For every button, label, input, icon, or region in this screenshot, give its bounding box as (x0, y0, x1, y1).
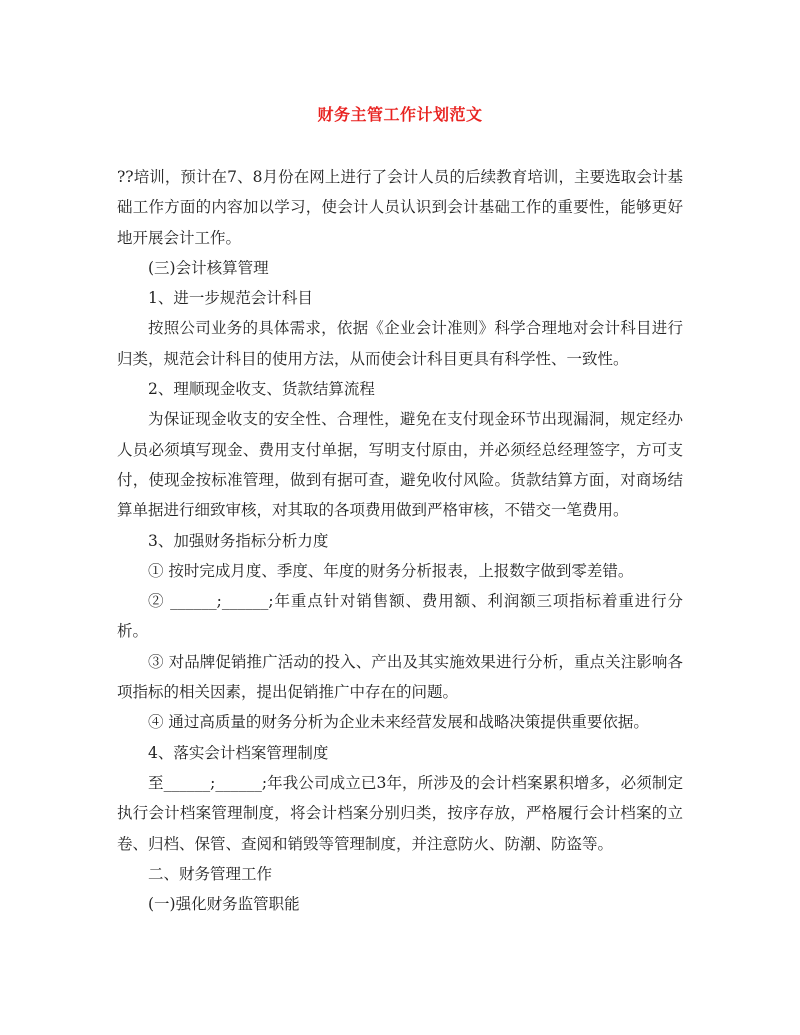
heading-standardize-accounts: 1、进一步规范会计科目 (148, 289, 313, 308)
document-body (117, 162, 683, 919)
heading-archive-management: 4、落实会计档案管理制度 (148, 743, 329, 762)
paragraph-archive-management: 至______;______;年我公司成立已3年，所涉及的会计档案累积增多，必须制定执行会计档案管理制度，将会计档案分别归类，按序存放，严格履行会计档案的立卷、归档、保管、查阅和销毁等管理制度，并注意防火、防潮、防盗等。 (117, 773, 683, 853)
list-item-analysis-2: ② ______;______;年重点针对销售额、费用额、利润额三项指标着重进行分析。 (117, 592, 683, 641)
heading-accounting-management: (三)会计核算管理 (148, 258, 269, 277)
paragraph-training: ??培训，预计在7、8月份在网上进行了会计人员的后续教育培训，主要选取会计基础工作方面的内容加以学习，使会计人员认识到会计基础工作的重要性，能够更好地开展会计工作。 (117, 168, 683, 247)
list-item-analysis-3: ③ 对品牌促销推广活动的投入、产出及其实施效果进行分析，重点关注影响各项指标的相关因素，提出促销推广中存在的问题。 (117, 652, 683, 702)
list-item-analysis-4: ④ 通过高质量的财务分析为企业未来经营发展和战略决策提供重要依据。 (148, 713, 649, 732)
heading-cash-settlement: 2、理顺现金收支、货款结算流程 (148, 380, 375, 399)
heading-financial-analysis: 3、加强财务指标分析力度 (148, 531, 329, 550)
list-item-analysis-1: ① 按时完成月度、季度、年度的财务分析报表，上报数字做到零差错。 (148, 561, 634, 580)
document-title: 财务主管工作计划范文 (317, 105, 483, 124)
heading-financial-management: 二、财务管理工作 (148, 864, 273, 883)
paragraph-cash-settlement: 为保证现金收支的安全性、合理性，避免在支付现金环节出现漏洞，规定经办人员必须填写现金、费用支付单据，写明支付原由，并必须经总经理签字，方可支付，使现金按标准管理，做到有据可查，避免收付风险。货款结算方面，对商场结算单据进行细致审核，对其取的各项费用做到严格审核，不错交一笔费用。 (117, 410, 683, 520)
heading-financial-supervision: (一)强化财务监管职能 (148, 895, 300, 914)
paragraph-standardize-accounts: 按照公司业务的具体需求，依据《企业会计准则》科学合理地对会计科目进行归类，规范会计科目的使用方法，从而使会计科目更具有科学性、一致性。 (117, 319, 683, 368)
